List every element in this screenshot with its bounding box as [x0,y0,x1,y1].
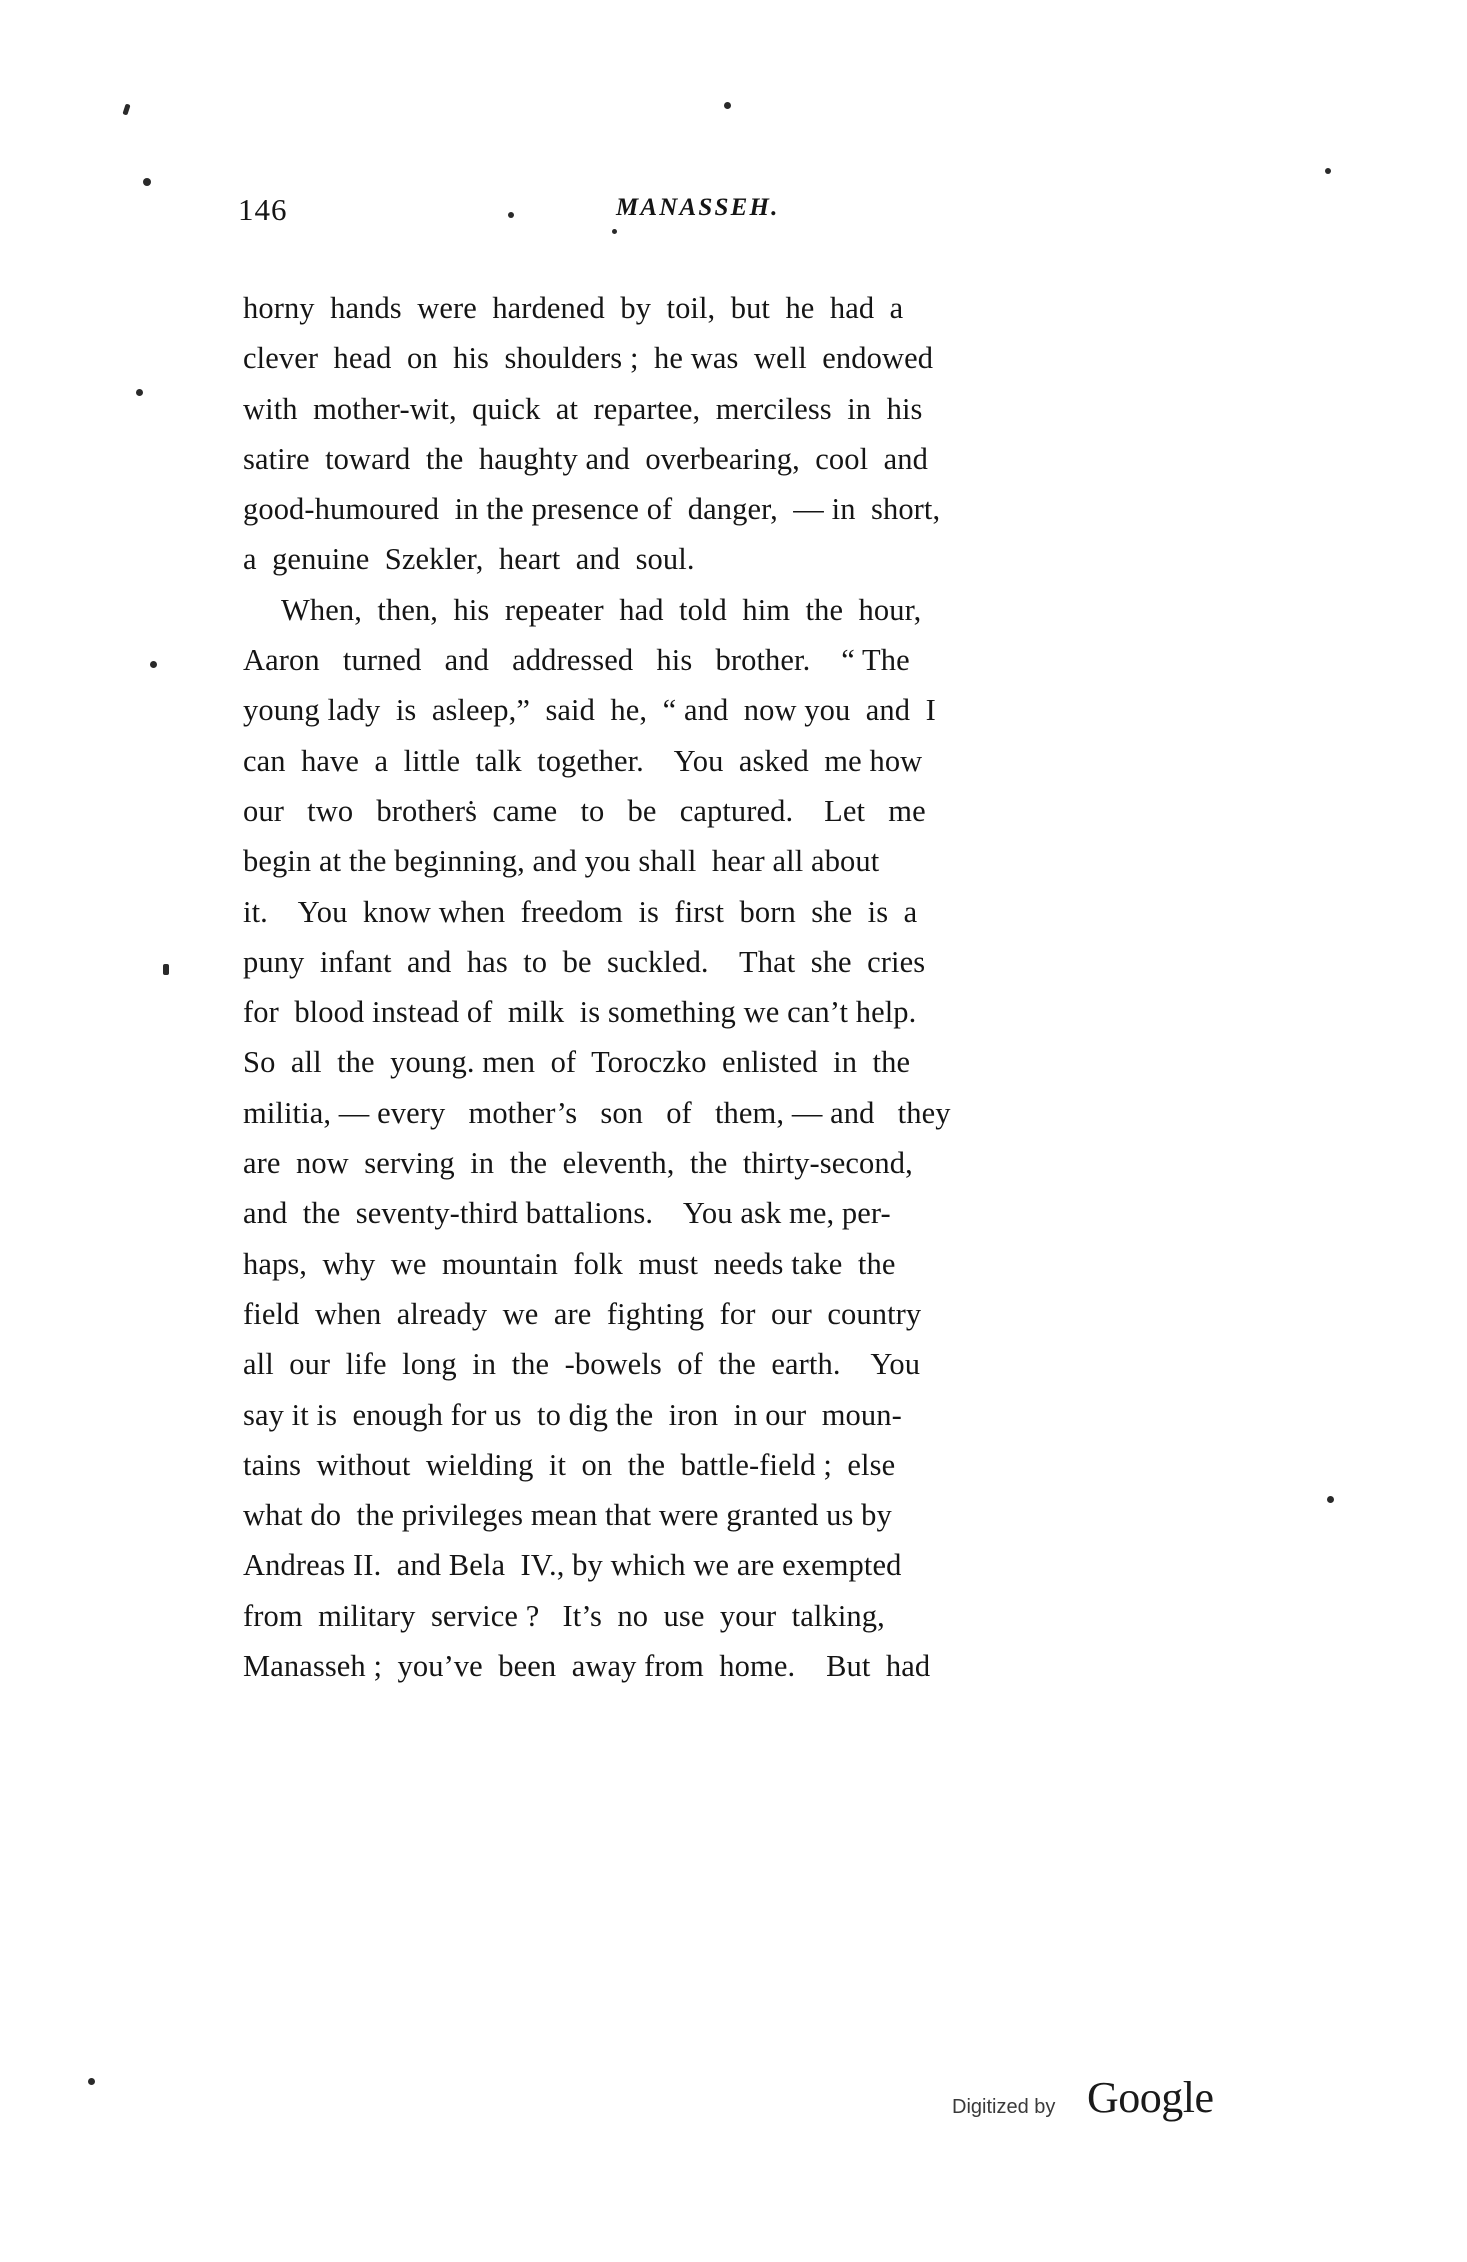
text-line: satire toward the haughty and overbearing, cool and [243,441,928,476]
scan-speck [88,2078,95,2085]
scan-speck [724,102,731,109]
text-line: can have a little talk together. You asked me how [243,743,923,778]
scan-speck [150,661,157,668]
text-line: a genuine Szekler, heart and soul. [243,542,695,577]
digitized-by-label: Digitized by [952,2096,1056,2118]
text-line: good-humoured in the presence of danger, — in short, [243,492,941,527]
text-line: begin at the beginning, and you shall hear all about [243,844,880,879]
scan-speck [136,389,143,396]
scan-speck [1325,168,1331,174]
text-line: our two brotherṡ came to be captured. Let me [243,793,926,828]
scan-speck [1327,1496,1334,1503]
page-number: 146 [238,192,288,227]
text-line: with mother-wit, quick at repartee, merciless in his [243,391,923,426]
text-line: say it is enough for us to dig the iron in our moun- [243,1397,902,1432]
text-line: what do the privileges mean that were granted us by [243,1498,892,1533]
paragraph-1 [243,283,1233,585]
text-line: Andreas II. and Bela IV., by which we are exempted [243,1548,902,1583]
text-line: young lady is asleep,” said he, “ and now you and I [243,693,936,728]
text-line: clever head on his shoulders ; he was well endowed [243,341,934,376]
running-head [238,192,1228,232]
text-line: are now serving in the eleventh, the thirty-second, [243,1146,913,1181]
text-line: all our life long in the -bowels of the earth. You [243,1347,921,1382]
text-line: horny hands were hardened by toil, but he had a [243,291,904,325]
scan-speck [122,103,130,115]
text-line: puny infant and has to be suckled. That she cries [243,944,926,979]
text-line: militia, — every mother’s son of them, — and they [243,1095,951,1130]
google-wordmark: Google [1087,2073,1214,2122]
book-title: MANASSEH. [616,194,780,221]
text-line: So all the young. men of Toroczko enlisted in the [243,1045,911,1080]
text-line: it. You know when freedom is first born she is a [243,894,918,929]
scan-speck [163,964,169,975]
text-line: from military service ? It’s no use your talking, [243,1598,885,1633]
text-line: and the seventy-third battalions. You ask me, per- [243,1196,891,1231]
text-line: field when already we are fighting for our country [243,1296,922,1331]
text-line: for blood instead of milk is something we can’t help. [243,995,917,1030]
paragraph-2 [243,585,1233,1692]
page-body [243,283,1233,1691]
text-line: tains without wielding it on the battle-field ; else [243,1447,896,1482]
text-line: When, then, his repeater had told him the hour, [281,592,922,627]
scan-speck [508,212,514,218]
digitization-footer [952,2070,1372,2140]
text-line: haps, why we mountain folk must needs take the [243,1246,896,1281]
text-line: Manasseh ; you’ve been away from home. But had [243,1649,931,1684]
scan-speck [143,178,151,186]
text-line: Aaron turned and addressed his brother. “ The [243,643,910,678]
